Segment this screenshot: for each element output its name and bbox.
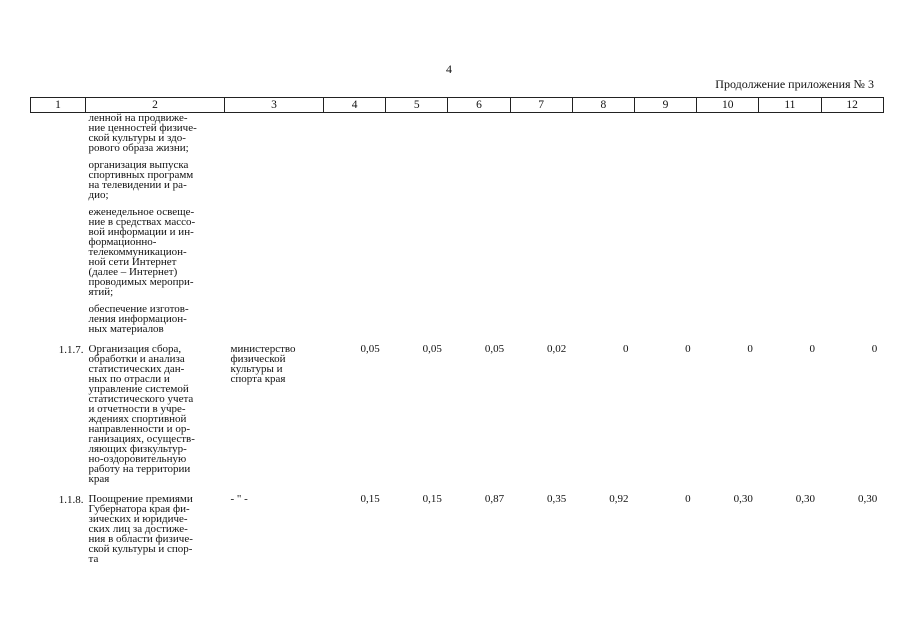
value-cell: 0,92 <box>609 493 629 505</box>
value-cell: 0,30 <box>795 493 815 505</box>
value-cell: 0,05 <box>484 343 505 355</box>
value-cell: 0,05 <box>360 343 380 355</box>
header-cell: 6 <box>448 98 510 113</box>
header-cell: 8 <box>572 98 634 113</box>
header-cell: 1 <box>31 98 86 113</box>
value-cell: 0 <box>809 343 815 355</box>
value-cell: 0,15 <box>422 493 442 505</box>
value-cell: 0,87 <box>484 493 505 505</box>
continuation-description <box>86 113 225 345</box>
item-description: Организация сбора, обработки и анализа статистических дан- ных по отрасли и управление системой статистического учета и отчетности в учре- ждениях спортивной направленности и ор- ганизациях, осуществ- ляющих физкультур- но-оздоровительную работу на территории края <box>88 343 195 485</box>
value-cell: 0,30 <box>733 493 753 505</box>
header-cell: 5 <box>386 98 448 113</box>
value-cell: 0 <box>747 343 753 355</box>
value-cell: 0 <box>871 343 878 355</box>
page-number: 4 <box>446 62 452 76</box>
program-table <box>30 97 884 564</box>
table-row <box>31 344 884 494</box>
header-cell: 12 <box>821 98 883 113</box>
column-number-header <box>31 98 884 113</box>
header-cell: 2 <box>86 98 225 113</box>
value-cell: 0,02 <box>547 343 567 355</box>
header-cell: 10 <box>697 98 759 113</box>
header-cell: 4 <box>324 98 386 113</box>
value-cell: 0,30 <box>857 493 878 505</box>
value-cell: 0,15 <box>360 493 380 505</box>
header-cell: 11 <box>759 98 821 113</box>
appendix-continuation-note: Продолжение приложения № 3 <box>715 77 874 91</box>
value-cell: 0 <box>685 493 691 505</box>
continuation-paragraph: организация выпуска спортивных программ на телевидении и ра- дио; <box>88 159 194 201</box>
header-cell: 7 <box>510 98 572 113</box>
table-row <box>31 494 884 564</box>
continuation-paragraph: еженедельное освеще- ние в средствах массо- вой информации и ин- формационно- телекоммуникацион- ной сети Интернет (далее – Интернет) проводимых меропри- ятий; <box>88 206 196 298</box>
item-code: 1.1.8. <box>58 494 84 506</box>
item-code: 1.1.7. <box>58 344 84 356</box>
value-cell: 0 <box>622 343 629 355</box>
header-cell: 3 <box>225 98 324 113</box>
item-responsible: - " - <box>230 493 248 505</box>
continuation-paragraph: ленной на продвиже- ние ценностей физиче- ской культуры и здо- рового образа жизни; <box>88 112 197 154</box>
value-cell: 0,35 <box>547 493 567 505</box>
value-cell: 0,05 <box>422 343 442 355</box>
item-description: Поощрение премиями Губернатора края фи- зических и юридиче- ских лиц за достиже- ния в области физиче- ской культуры и спор- та <box>88 493 193 565</box>
continuation-row <box>31 113 884 345</box>
header-cell: 9 <box>634 98 696 113</box>
item-responsible: министерство физической культуры и спорта края <box>230 343 296 385</box>
value-cell: 0 <box>685 343 691 355</box>
continuation-paragraph: обеспечение изготов- ления информацион- ных материалов <box>88 303 189 335</box>
